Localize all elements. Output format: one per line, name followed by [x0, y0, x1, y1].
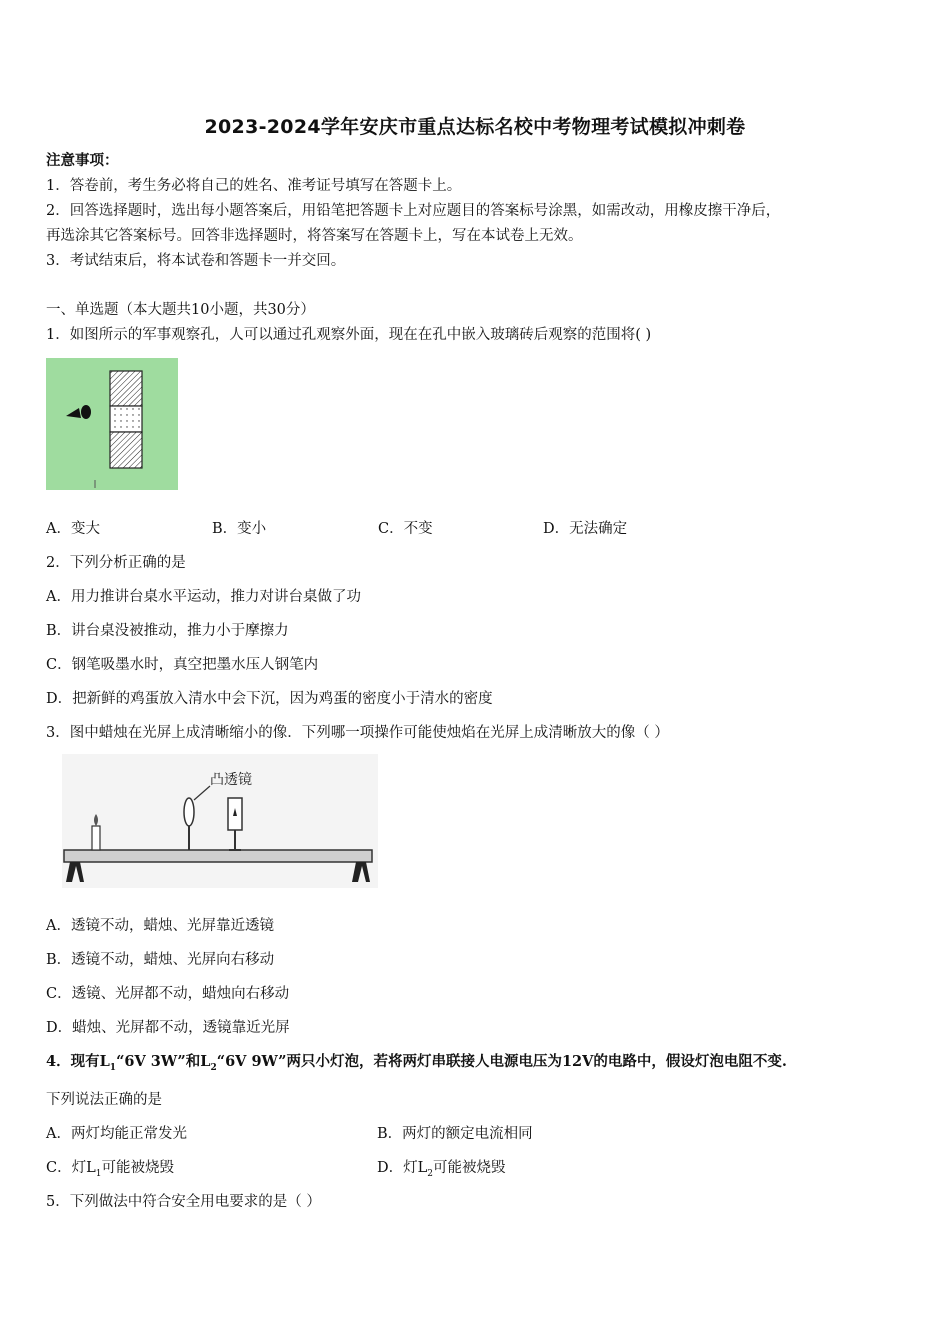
q4-option-d: [377, 1158, 506, 1184]
q2-option-a: A．用力推讲台桌水平运动，推力对讲台桌做了功: [46, 589, 361, 605]
section-heading: 一、单选题（本大题共10小题，共30分）: [46, 302, 315, 318]
q2-option-d: D．把新鲜的鸡蛋放入清水中会下沉，因为鸡蛋的密度小于清水的密度: [46, 691, 493, 707]
observation-hole-figure: [46, 358, 178, 490]
question-4-stem-continued: 下列说法正确的是: [46, 1092, 162, 1108]
page-title: 2023-2024学年安庆市重点达标名校中考物理考试模拟冲刺卷: [204, 116, 746, 138]
q2-option-b: B．讲台桌没被推动，推力小于摩擦力: [46, 623, 289, 639]
q4-sub: 1: [95, 1168, 102, 1179]
q4-sub: 2: [210, 1062, 217, 1073]
q4-option-a: A．两灯均能正常发光: [46, 1126, 187, 1142]
q4-sub: 1: [109, 1062, 117, 1073]
q4-stem-part: “6V 3W”和L: [116, 1053, 211, 1070]
q3-option-b: B．透镜不动，蜡烛、光屏向右移动: [46, 952, 275, 968]
notice-item: 1．答卷前，考生务必将自己的姓名、准考证号填写在答题卡上。: [46, 178, 462, 194]
notice-item: 再选涂其它答案标号。回答非选择题时，将答案写在答题卡上，写在本试卷上无效。: [46, 228, 583, 244]
q1-option-b: B．变小: [212, 521, 267, 537]
question-4-stem: [46, 1052, 787, 1078]
q4-option-d-part: D．灯L: [377, 1160, 428, 1176]
notice-heading: 注意事项：: [46, 152, 119, 169]
q3-option-d: D．蜡烛、光屏都不动，透镜靠近光屏: [46, 1020, 290, 1036]
question-2-stem: 2．下列分析正确的是: [46, 555, 186, 571]
q1-option-d: D．无法确定: [543, 521, 628, 537]
q4-sub: 2: [427, 1168, 433, 1179]
observation-hole-diagram: [46, 358, 178, 490]
convex-lens-label: 凸透镜: [210, 772, 252, 788]
q4-option-c: [46, 1158, 174, 1184]
q4-option-d-part: 可能被烧毁: [433, 1160, 506, 1176]
q1-option-a: A．变大: [46, 521, 100, 537]
optical-bench-diagram: [62, 754, 378, 888]
q4-option-c-part: C．灯L: [46, 1160, 96, 1176]
notice-item: 2．回答选择题时，选出每小题答案后，用铅笔把答题卡上对应题目的答案标号涂黑，如需改动，用橡皮擦干净后，: [46, 203, 781, 219]
q3-option-c: C．透镜、光屏都不动，蜡烛向右移动: [46, 986, 290, 1002]
notice-item: 3．考试结束后，将本试卷和答题卡一并交回。: [46, 253, 346, 269]
q4-stem-part: “6V 9W”两只小灯泡，若将两灯串联接人电源电压为12V的电路中，假设灯泡电阻不变.: [216, 1053, 787, 1070]
q2-option-c: C．钢笔吸墨水时，真空把墨水压人钢笔内: [46, 657, 319, 673]
q4-option-c-part: 可能被烧毁: [101, 1160, 174, 1176]
question-3-stem: 3．图中蜡烛在光屏上成清晰缩小的像．下列哪一项操作可能使烛焰在光屏上成清晰放大的像（ ）: [46, 725, 669, 741]
question-5-stem: 5．下列做法中符合安全用电要求的是（ ）: [46, 1194, 321, 1210]
q1-option-c: C．不变: [378, 521, 433, 537]
q3-option-a: A．透镜不动，蜡烛、光屏靠近透镜: [46, 918, 274, 934]
q4-option-b: B．两灯的额定电流相同: [377, 1126, 533, 1142]
question-1-stem: 1．如图所示的军事观察孔，人可以通过孔观察外面，现在在孔中嵌入玻璃砖后观察的范围将( ): [46, 327, 652, 343]
optical-bench-figure: [62, 754, 378, 888]
q4-stem-part: 4．现有L: [46, 1053, 110, 1070]
